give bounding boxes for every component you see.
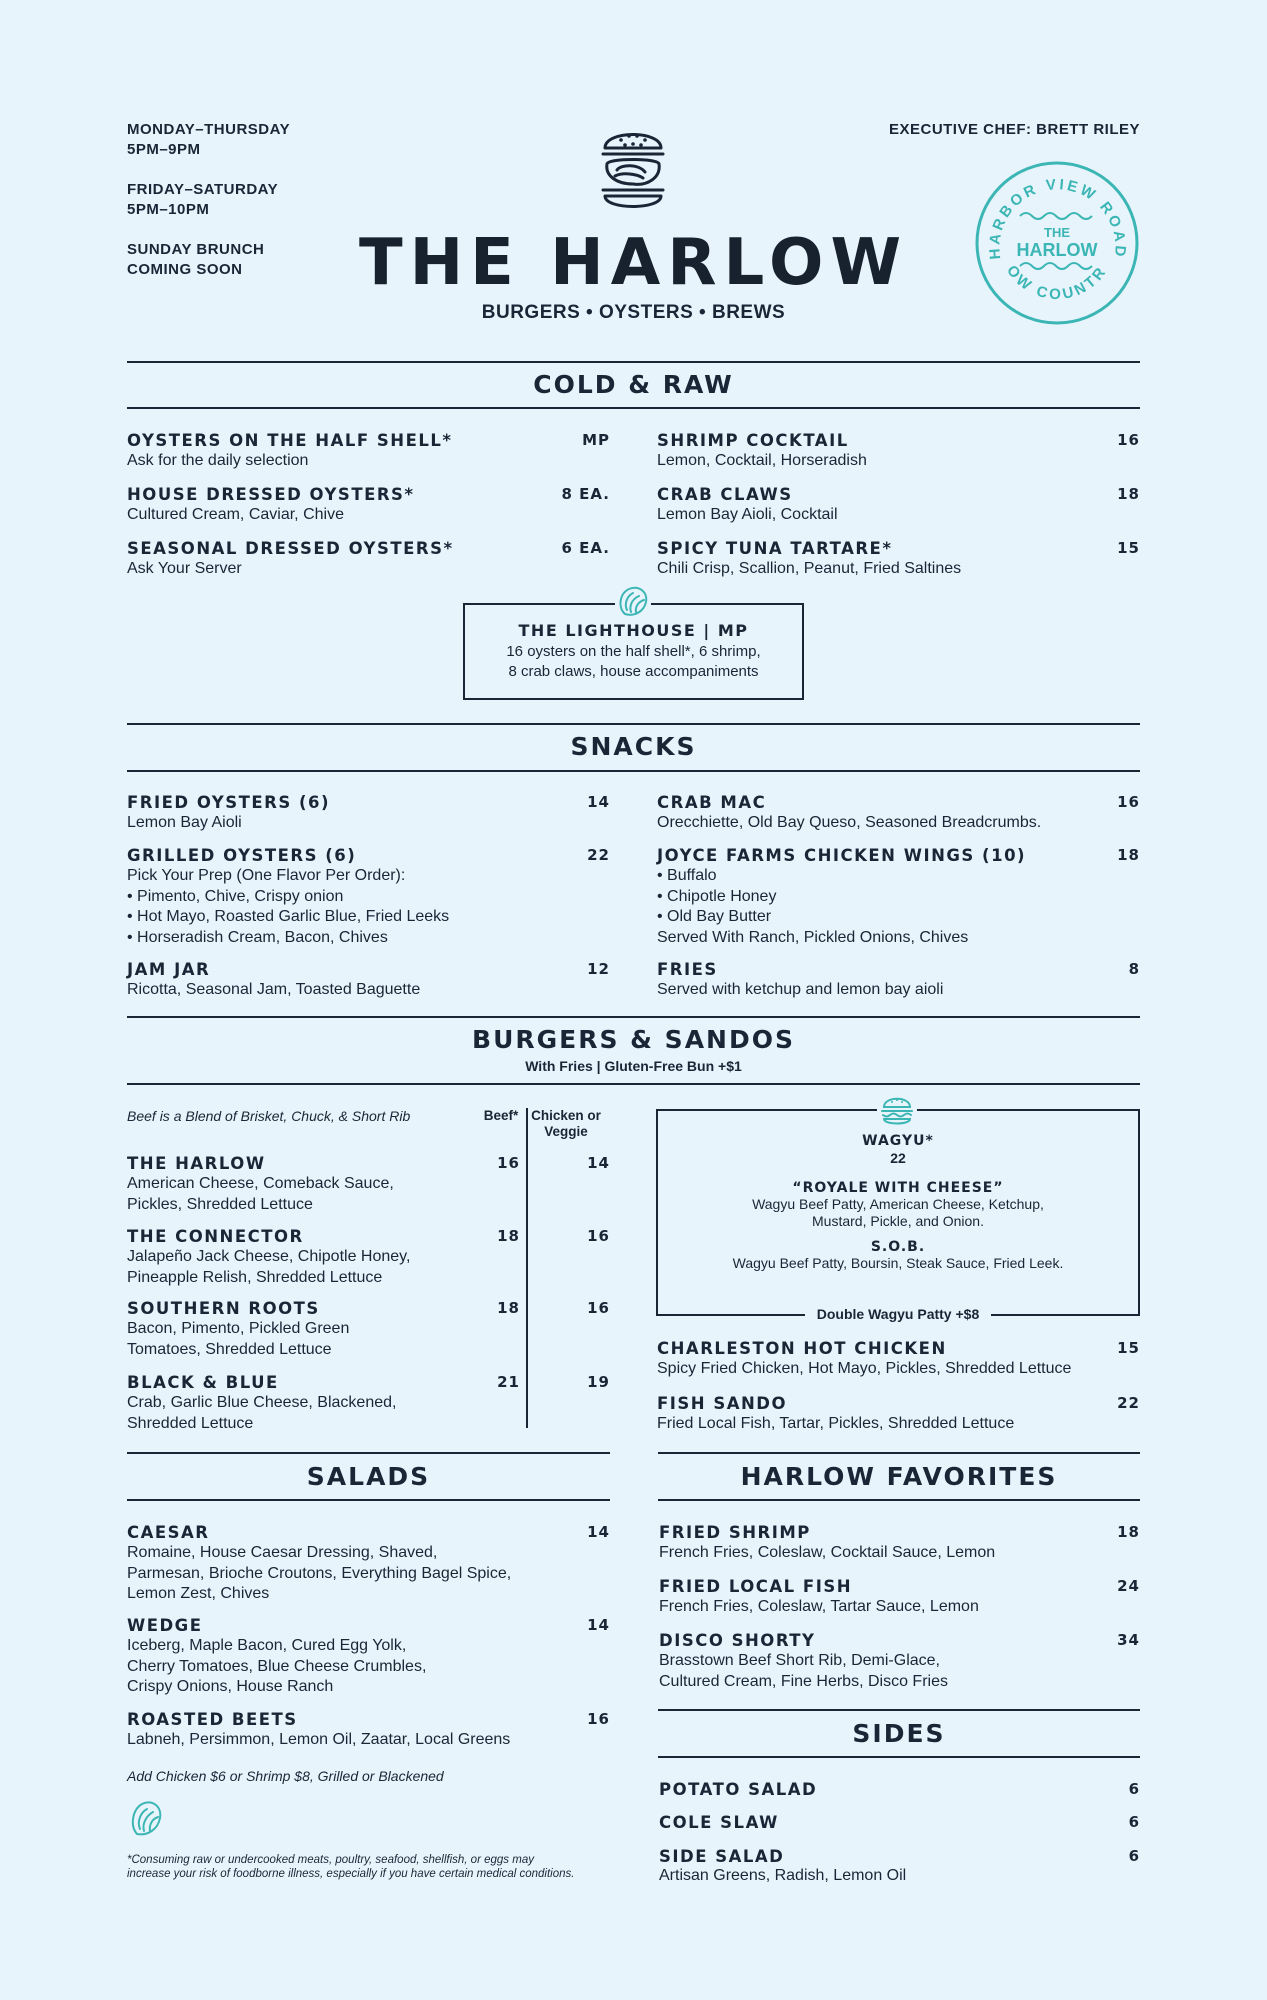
item-price-beef: 16	[497, 1154, 520, 1172]
item-price: 18	[1117, 1523, 1140, 1541]
item-name: FRIED LOCAL FISH	[659, 1577, 853, 1596]
burger-item	[127, 1226, 610, 1288]
item-name: SPICY TUNA TARTARE*	[657, 539, 893, 558]
item-name: WEDGE	[127, 1616, 203, 1635]
lighthouse-title: THE LIGHTHOUSE | MP	[518, 621, 749, 640]
item-desc: Iceberg, Maple Bacon, Cured Egg Yolk,	[127, 1637, 407, 1654]
item-price: 8	[1128, 960, 1140, 978]
sob-title: S.O.B.	[870, 1239, 926, 1255]
item-price: 15	[1117, 1339, 1140, 1357]
item-desc: American Cheese, Comeback Sauce,	[127, 1175, 394, 1192]
hours-line: SUNDAY BRUNCH	[127, 241, 265, 258]
stamp-ring-top: HARBOR VIEW ROAD	[986, 176, 1129, 260]
item-desc: Jalapeño Jack Cheese, Chipotle Honey,	[127, 1248, 411, 1265]
item-price: 16	[587, 1710, 610, 1728]
divider	[658, 1499, 1140, 1501]
menu-item	[127, 484, 610, 526]
item-name: JAM JAR	[127, 960, 211, 979]
item-desc: Shredded Lettuce	[127, 1414, 254, 1432]
item-desc: Pickles, Shredded Lettuce	[127, 1195, 313, 1213]
item-price: 6	[1128, 1813, 1140, 1831]
item-price: 22	[587, 846, 610, 864]
item-desc: Romaine, House Caesar Dressing, Shaved,	[127, 1544, 438, 1561]
item-price: 24	[1117, 1577, 1140, 1595]
menu-item	[659, 1779, 1140, 1800]
burgers-subtitle: With Fries | Gluten-Free Bun +$1	[525, 1058, 742, 1074]
item-price: MP	[582, 431, 610, 449]
item-price: 6	[1128, 1780, 1140, 1798]
col-header-line: Chicken or	[531, 1108, 601, 1123]
lighthouse-desc: 8 crab claws, house accompaniments	[508, 663, 759, 680]
item-price: 22	[1117, 1394, 1140, 1412]
menu-item	[659, 1630, 1140, 1692]
double-wagyu-note: Double Wagyu Patty +$8	[805, 1304, 991, 1324]
section-title-sides: SIDES	[852, 1719, 946, 1748]
divider	[658, 1756, 1140, 1758]
item-name: FRIES	[657, 960, 718, 979]
item-desc: Parmesan, Brioche Croutons, Everything Bagel Spice,	[127, 1564, 512, 1582]
burger-item	[127, 1153, 610, 1215]
item-name: HOUSE DRESSED OYSTERS*	[127, 485, 415, 504]
executive-chef: EXECUTIVE CHEF: BRETT RILEY	[888, 121, 1140, 138]
item-desc: Pineapple Relish, Shredded Lettuce	[127, 1268, 383, 1286]
menu-item	[657, 959, 1140, 1001]
item-desc: Chili Crisp, Scallion, Peanut, Fried Saltines	[657, 560, 962, 577]
item-desc: • Old Bay Butter	[657, 908, 772, 925]
royale-desc: Mustard, Pickle, and Onion.	[812, 1213, 984, 1229]
divider	[127, 1452, 610, 1454]
menu-item	[659, 1576, 1140, 1618]
item-name: SOUTHERN ROOTS	[127, 1299, 320, 1318]
disclaimer-line: *Consuming raw or undercooked meats, poultry, seafood, shellfish, or eggs may	[127, 1854, 534, 1866]
stamp-ring-bottom: OW COUNTR	[1003, 262, 1111, 304]
hours-line: MONDAY–THURSDAY	[127, 121, 291, 138]
item-desc: Bacon, Pimento, Pickled Green	[127, 1320, 350, 1337]
item-name: FISH SANDO	[657, 1394, 788, 1413]
wagyu-title: WAGYU*	[862, 1133, 934, 1149]
divider	[127, 1499, 610, 1501]
item-name: GRILLED OYSTERS (6)	[127, 846, 357, 865]
burger-icon	[877, 1094, 917, 1126]
disclaimer	[127, 1853, 574, 1881]
item-name: CRAB MAC	[657, 793, 767, 812]
menu-item	[127, 792, 610, 834]
royale-title: “ROYALE WITH CHEESE”	[792, 1180, 1004, 1196]
item-name: SIDE SALAD	[659, 1847, 785, 1866]
divider	[127, 770, 1140, 772]
item-desc: Lemon Zest, Chives	[127, 1585, 270, 1602]
item-price: 8 EA.	[561, 485, 610, 503]
item-desc: Lemon Bay Aioli	[127, 814, 242, 831]
item-name: FRIED SHRIMP	[659, 1523, 811, 1542]
burger-item	[127, 1298, 610, 1360]
wagyu-box	[656, 1109, 1140, 1316]
item-desc: Cherry Tomatoes, Blue Cheese Crumbles,	[127, 1657, 427, 1675]
item-desc: Served With Ranch, Pickled Onions, Chives	[657, 928, 969, 946]
menu-item	[127, 538, 610, 580]
salad-addon-note: Add Chicken $6 or Shrimp $8, Grilled or Blackened	[127, 1768, 444, 1784]
divider	[127, 723, 1140, 725]
oyster-icon	[128, 1798, 164, 1838]
item-name: COLE SLAW	[659, 1813, 779, 1832]
menu-item	[127, 1522, 610, 1605]
tagline: BURGERS • OYSTERS • BREWS	[481, 302, 786, 323]
divider	[658, 1452, 1140, 1454]
divider	[658, 1709, 1140, 1711]
item-price: 12	[587, 960, 610, 978]
item-desc: Orecchiette, Old Bay Queso, Seasoned Breadcrumbs.	[657, 814, 1042, 831]
item-desc: Crispy Onions, House Ranch	[127, 1678, 334, 1695]
item-price: 16	[1117, 431, 1140, 449]
item-price-beef: 18	[497, 1227, 520, 1245]
col-header-beef: Beef*	[483, 1108, 519, 1123]
item-name: DISCO SHORTY	[659, 1631, 816, 1650]
hours-line: 5PM–10PM	[127, 201, 210, 218]
menu-item	[657, 792, 1140, 834]
item-price-chicken: 16	[587, 1227, 610, 1245]
item-desc: • Hot Mayo, Roasted Garlic Blue, Fried Leeks	[127, 908, 450, 925]
stamp-harlow: HARLOW	[1016, 240, 1098, 260]
item-desc: • Buffalo	[657, 867, 717, 884]
beef-blend-note: Beef is a Blend of Brisket, Chuck, & Short Rib	[127, 1108, 411, 1124]
item-name: SEASONAL DRESSED OYSTERS*	[127, 539, 454, 558]
royale-desc: Wagyu Beef Patty, American Cheese, Ketchup,	[752, 1196, 1044, 1212]
hours-line: COMING SOON	[127, 261, 243, 278]
item-name: CHARLESTON HOT CHICKEN	[657, 1339, 947, 1358]
harbor-view-stamp	[974, 160, 1140, 326]
stamp-the: THE	[1044, 225, 1070, 240]
item-desc: Crab, Garlic Blue Cheese, Blackened,	[127, 1394, 397, 1411]
menu-item	[657, 845, 1140, 948]
item-desc: Lemon, Cocktail, Horseradish	[657, 452, 867, 469]
menu-item	[659, 1812, 1140, 1833]
menu-item	[659, 1846, 1140, 1885]
col-header-chicken	[528, 1108, 604, 1140]
item-price: 14	[587, 1616, 610, 1634]
item-desc: • Horseradish Cream, Bacon, Chives	[127, 928, 388, 946]
section-title-snacks: SNACKS	[570, 732, 697, 761]
item-name: CRAB CLAWS	[657, 485, 793, 504]
item-name: JOYCE FARMS CHICKEN WINGS (10)	[657, 846, 1027, 865]
burger-oyster-logo-icon	[599, 118, 667, 218]
item-price-chicken: 16	[587, 1299, 610, 1317]
wagyu-price: 22	[890, 1150, 906, 1166]
divider	[127, 1083, 1140, 1085]
divider	[127, 407, 1140, 409]
col-header-line: Veggie	[544, 1124, 588, 1139]
hours-line: FRIDAY–SATURDAY	[127, 181, 279, 198]
section-title-favorites: HARLOW FAVORITES	[740, 1462, 1058, 1491]
item-desc: Spicy Fried Chicken, Hot Mayo, Pickles, Shredded Lettuce	[657, 1360, 1072, 1377]
item-price-chicken: 19	[587, 1373, 610, 1391]
divider	[127, 1016, 1140, 1018]
item-desc: French Fries, Coleslaw, Tartar Sauce, Lemon	[659, 1598, 979, 1615]
lighthouse-desc: 16 oysters on the half shell*, 6 shrimp,	[506, 643, 761, 660]
item-price: 15	[1117, 539, 1140, 557]
item-desc: Artisan Greens, Radish, Lemon Oil	[659, 1867, 907, 1884]
item-desc: Pick Your Prep (One Flavor Per Order):	[127, 867, 406, 884]
section-title-cold-raw: COLD & RAW	[533, 370, 734, 399]
restaurant-title: THE HARLOW	[358, 226, 909, 300]
item-desc: • Chipotle Honey	[657, 887, 777, 905]
sob-desc: Wagyu Beef Patty, Boursin, Steak Sauce, Fried Leek.	[732, 1255, 1064, 1271]
menu-item	[657, 1393, 1140, 1435]
oyster-icon	[615, 584, 651, 618]
item-name: OYSTERS ON THE HALF SHELL*	[127, 431, 453, 450]
menu-item	[657, 430, 1140, 472]
item-name: FRIED OYSTERS (6)	[127, 793, 331, 812]
item-name: THE CONNECTOR	[127, 1227, 304, 1246]
item-desc: • Pimento, Chive, Crispy onion	[127, 887, 344, 905]
item-name: CAESAR	[127, 1523, 210, 1542]
section-title-burgers: BURGERS & SANDOS	[472, 1025, 795, 1054]
hours-line: 5PM–9PM	[127, 141, 201, 158]
item-price: 18	[1117, 485, 1140, 503]
menu-item	[659, 1522, 1140, 1564]
menu-item	[127, 1615, 610, 1698]
item-price-chicken: 14	[587, 1154, 610, 1172]
item-desc: Ricotta, Seasonal Jam, Toasted Baguette	[127, 981, 421, 998]
item-price: 18	[1117, 846, 1140, 864]
item-desc: Labneh, Persimmon, Lemon Oil, Zaatar, Local Greens	[127, 1731, 511, 1748]
menu-item	[127, 430, 610, 472]
menu-item	[127, 1709, 610, 1751]
item-price-beef: 18	[497, 1299, 520, 1317]
item-desc: Brasstown Beef Short Rib, Demi-Glace,	[659, 1652, 940, 1669]
menu-item	[657, 538, 1140, 580]
item-price: 16	[1117, 793, 1140, 811]
item-name: POTATO SALAD	[659, 1780, 818, 1799]
item-price: 14	[587, 1523, 610, 1541]
item-desc: Cultured Cream, Caviar, Chive	[127, 506, 344, 523]
item-desc: Tomatoes, Shredded Lettuce	[127, 1340, 332, 1358]
item-name: ROASTED BEETS	[127, 1710, 298, 1729]
item-desc: Ask for the daily selection	[127, 452, 309, 469]
menu-item	[657, 484, 1140, 526]
item-price: 6	[1128, 1847, 1140, 1865]
item-desc: French Fries, Coleslaw, Cocktail Sauce, Lemon	[659, 1544, 996, 1561]
disclaimer-line: increase your risk of foodborne illness, especially if you have certain medical conditions.	[127, 1868, 575, 1880]
section-title-salads: SALADS	[306, 1462, 431, 1491]
burger-item	[127, 1372, 610, 1434]
divider	[127, 361, 1140, 363]
item-price: 34	[1117, 1631, 1140, 1649]
item-price: 14	[587, 793, 610, 811]
item-name: BLACK & BLUE	[127, 1373, 279, 1392]
item-desc: Cultured Cream, Fine Herbs, Disco Fries	[659, 1672, 948, 1690]
item-desc: Fried Local Fish, Tartar, Pickles, Shredded Lettuce	[657, 1415, 1015, 1432]
item-price-beef: 21	[497, 1373, 520, 1391]
menu-item	[657, 1338, 1140, 1380]
item-desc: Ask Your Server	[127, 560, 242, 577]
item-name: SHRIMP COCKTAIL	[657, 431, 849, 450]
menu-item	[127, 845, 610, 948]
item-price: 6 EA.	[561, 539, 610, 557]
item-name: THE HARLOW	[127, 1154, 266, 1173]
item-desc: Served with ketchup and lemon bay aioli	[657, 981, 944, 998]
item-desc: Lemon Bay Aioli, Cocktail	[657, 506, 838, 523]
menu-item	[127, 959, 610, 1001]
